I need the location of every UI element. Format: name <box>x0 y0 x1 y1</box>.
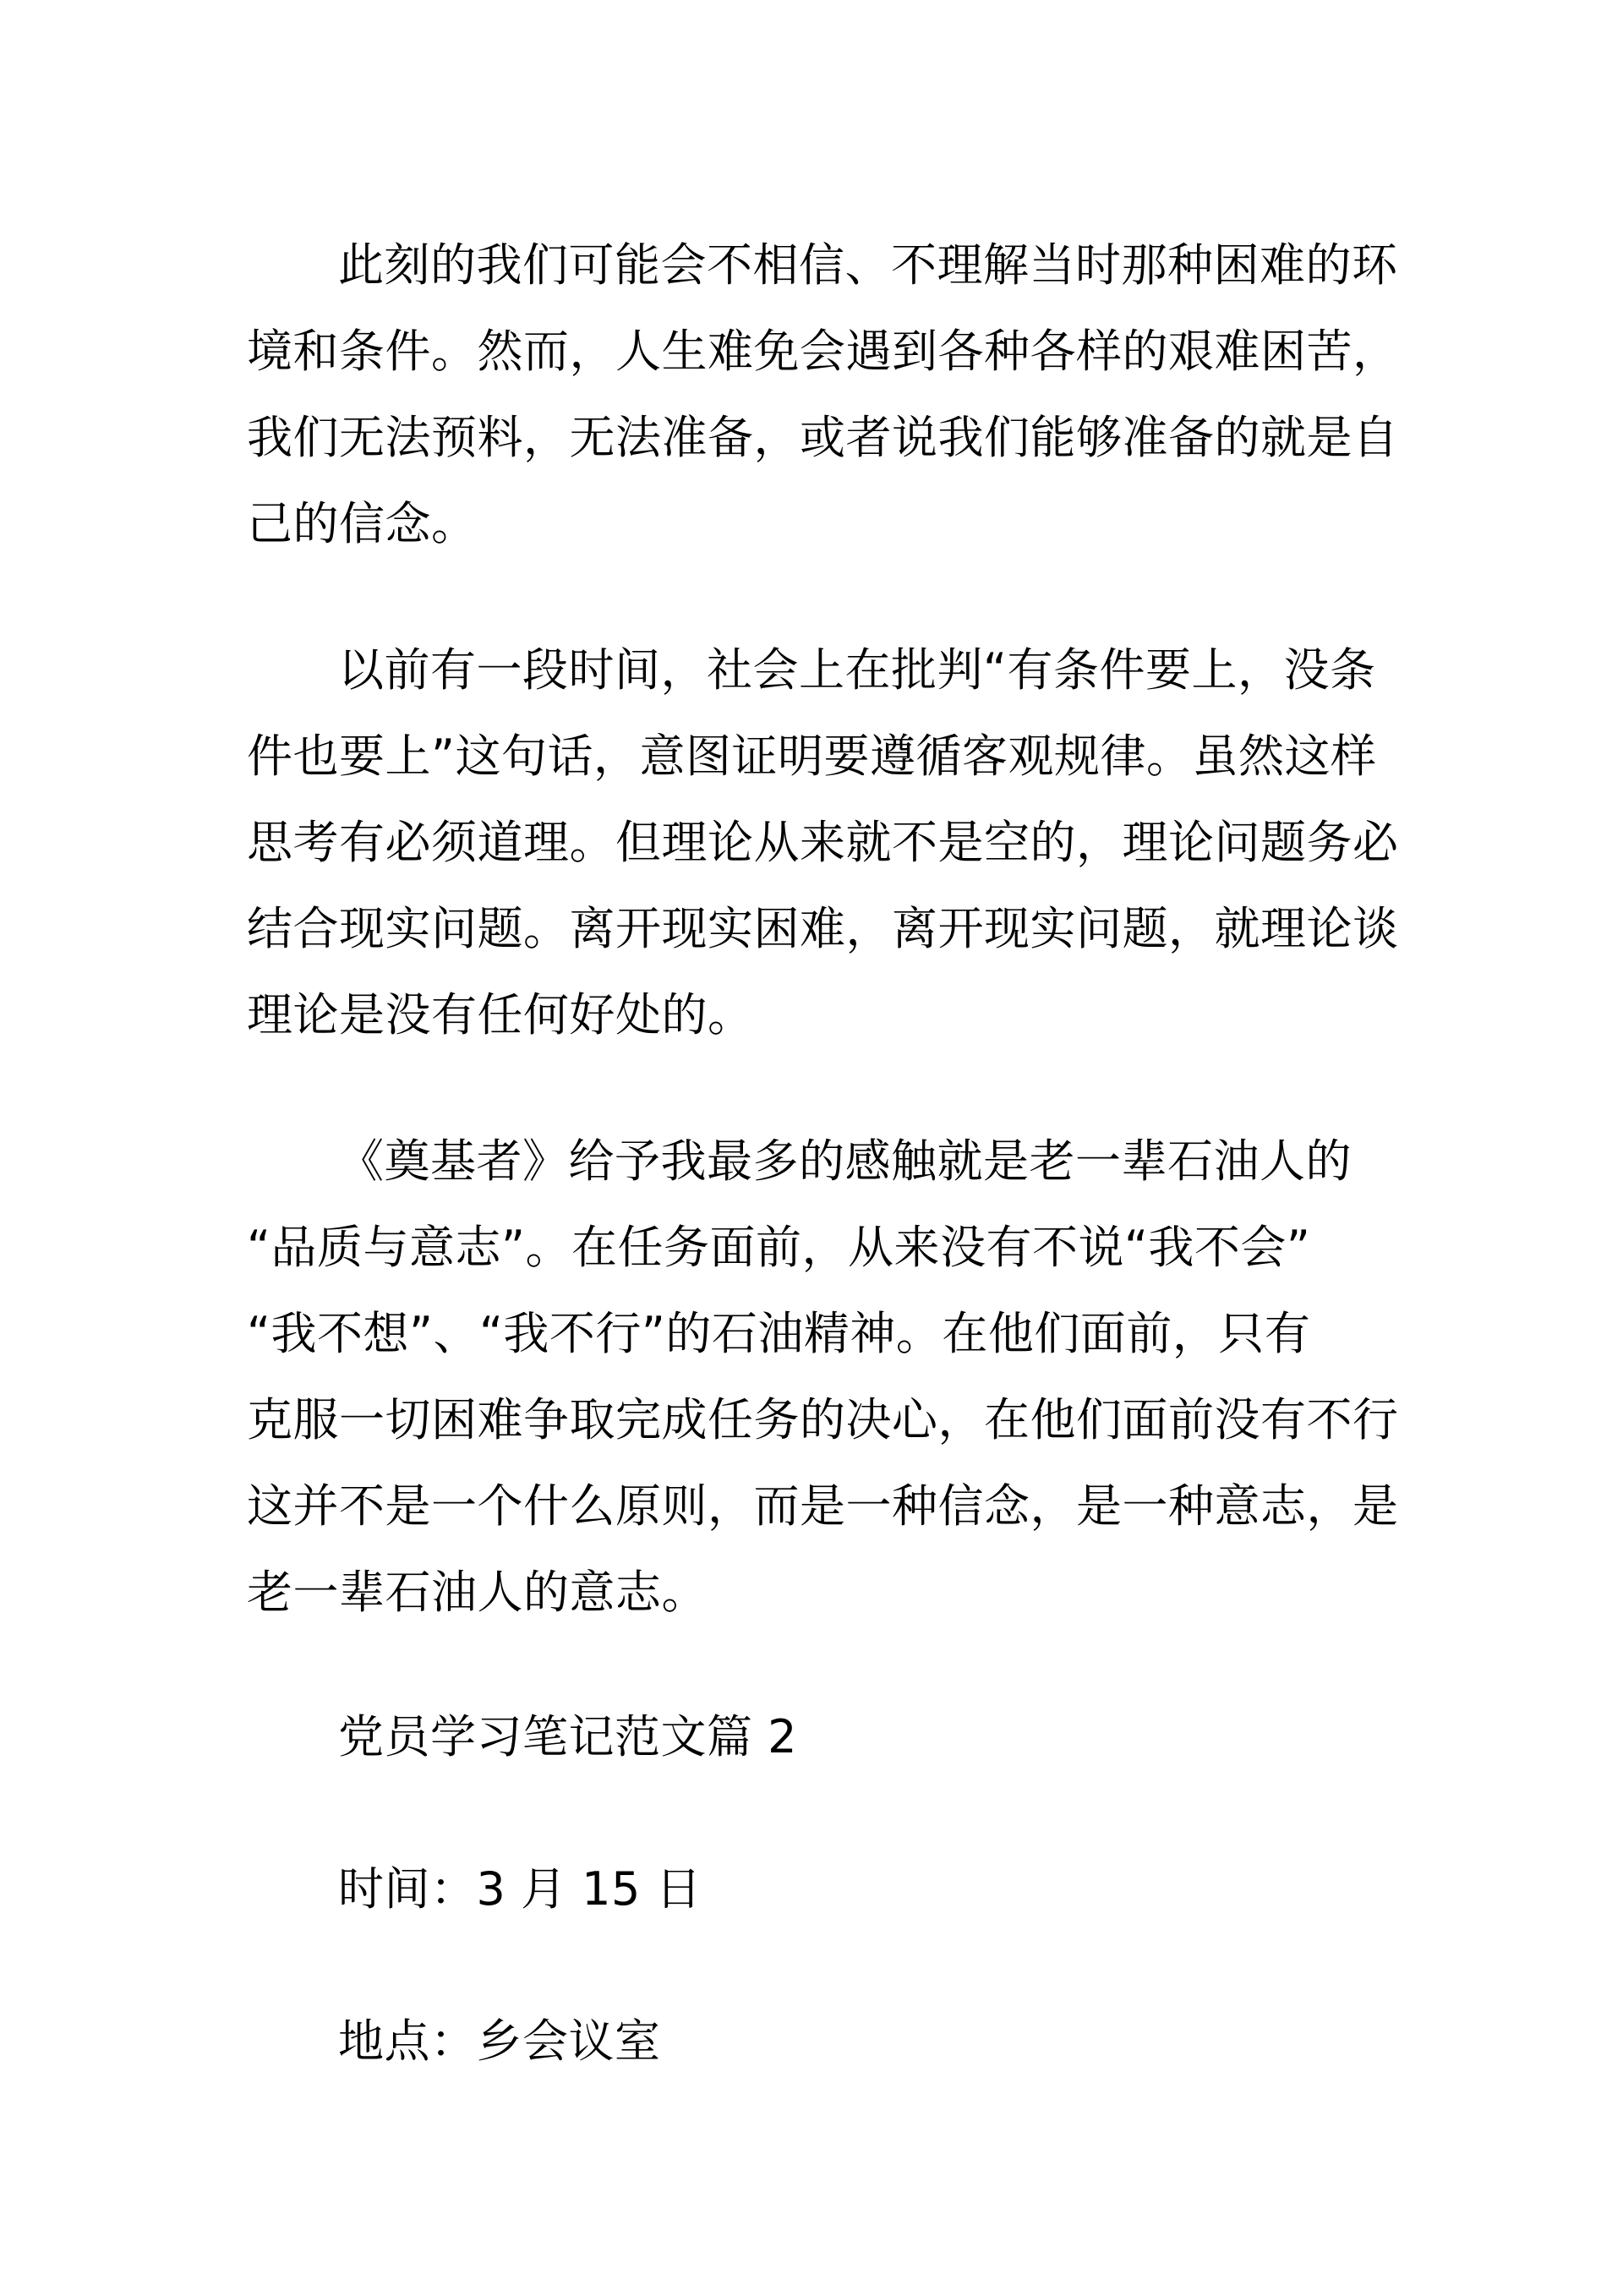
paragraph-1 <box>247 222 1399 567</box>
paragraph-line: 理论是没有任何好处的。 <box>247 988 754 1041</box>
paragraph-line: 克服一切困难争取完成任务的决心，在他们面前没有不行 <box>247 1393 1399 1446</box>
paragraph-line: 《奠基者》给予我最多的感触就是老一辈石油人的 <box>338 1134 1352 1188</box>
paragraph-line: 结合现实问题。离开现实困难，离开现实问题，就理论谈 <box>247 902 1399 955</box>
time-line: 时间：3 月 15 日 <box>338 1862 702 1916</box>
paragraph-line: 己的信念。 <box>247 497 478 550</box>
paragraph-line: 老一辈石油人的意志。 <box>247 1566 708 1619</box>
paragraph-line: 这并不是一个什么原则，而是一种信念，是一种意志，是 <box>247 1479 1399 1533</box>
location-line: 地点：乡会议室 <box>338 2014 661 2068</box>
paragraph-line: 件也要上”这句话，意图证明要遵循客观规律。虽然这样 <box>247 730 1377 783</box>
paragraph-line: “我不想”、“我不行”的石油精神。在他们面前，只有 <box>247 1307 1311 1360</box>
paragraph-line: 以前有一段时间，社会上在批判“有条件要上，没条 <box>338 643 1376 697</box>
paragraph-3 <box>247 1118 1399 1636</box>
section-title: 党员学习笔记范文篇 2 <box>338 1710 798 1763</box>
paragraph-line: 思考有必须道理。但理论从来就不是空的，理论问题务必 <box>247 816 1399 869</box>
paragraph-line: 我们无法预料，无法准备，或者说我们能够准备的就是自 <box>247 411 1399 464</box>
paragraph-line: 此刻的我们可能会不相信、不理解当时那种困难的环 <box>338 238 1398 292</box>
paragraph-line: 境和条件。然而，人生难免会遇到各种各样的艰难困苦， <box>247 325 1399 378</box>
paragraph-2 <box>247 627 1399 1058</box>
paragraph-line: “品质与意志”。在任务面前，从来没有不说“我不会” <box>247 1221 1311 1274</box>
